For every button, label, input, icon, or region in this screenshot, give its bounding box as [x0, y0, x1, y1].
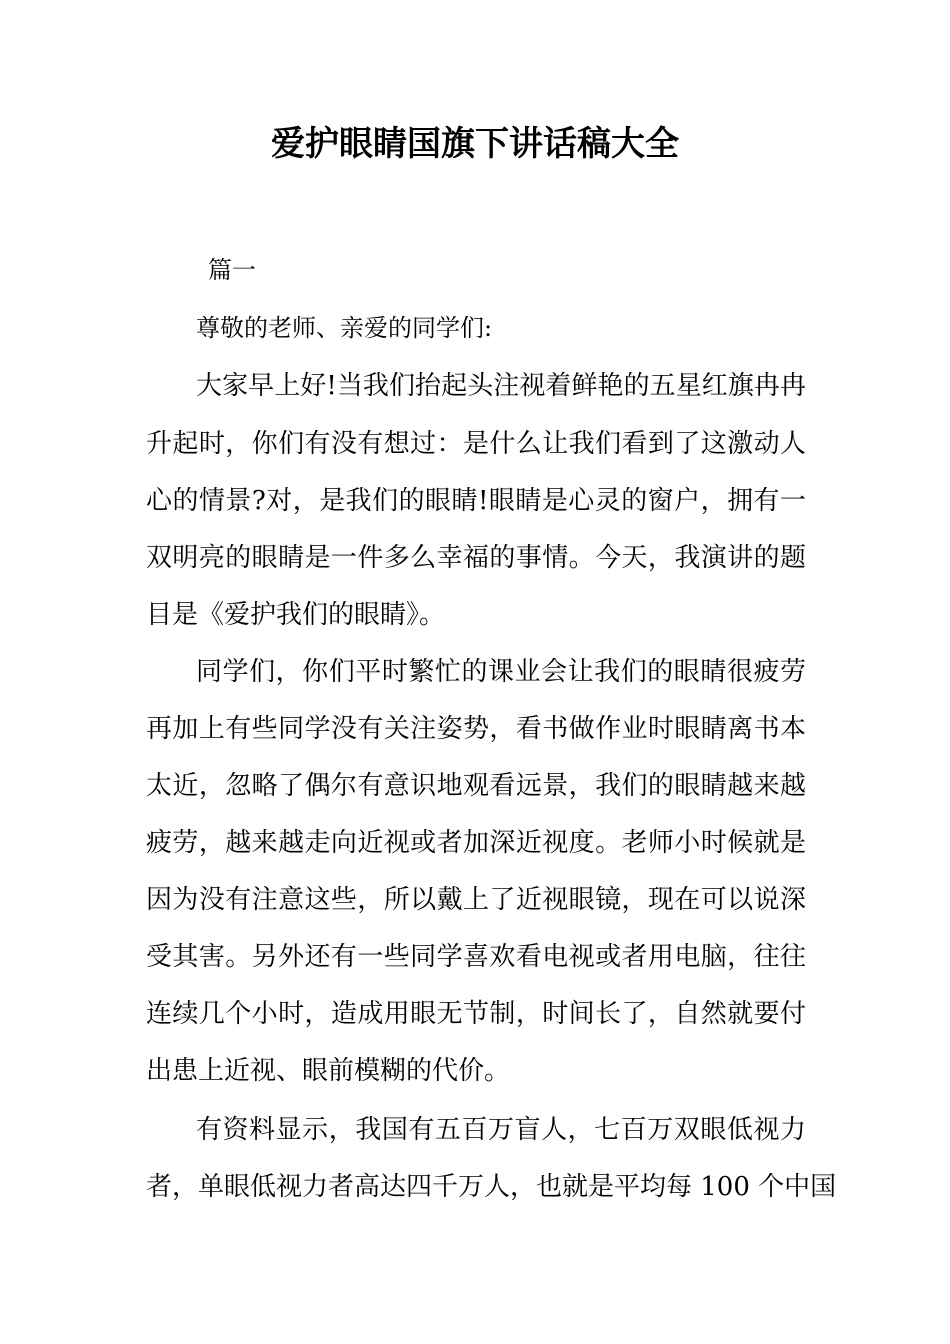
paragraph-line: 升起时，你们有没有想过：是什么让我们看到了这激动人 — [146, 429, 806, 459]
paragraph-line: 太近，忽略了偶尔有意识地观看远景，我们的眼睛越来越 — [146, 771, 806, 801]
paragraph-line: 心的情景?对，是我们的眼睛!眼睛是心灵的窗户，拥有一 — [146, 486, 806, 516]
document-title: 爱护眼睛国旗下讲话稿大全 — [271, 124, 679, 164]
paragraph-line: 因为没有注意这些，所以戴上了近视眼镜，现在可以说深 — [146, 885, 806, 915]
section-heading: 篇一 — [208, 256, 256, 284]
paragraph-line: 同学们，你们平时繁忙的课业会让我们的眼睛很疲劳 — [196, 657, 806, 687]
paragraph-line: 大家早上好!当我们抬起头注视着鲜艳的五星红旗冉冉 — [196, 371, 806, 401]
paragraph-line: 再加上有些同学没有关注姿势，看书做作业时眼睛离书本 — [146, 714, 806, 744]
paragraph-line: 者，单眼低视力者高达四千万人，也就是平均每 100 个中国 — [146, 1172, 837, 1202]
paragraph-line: 双明亮的眼睛是一件多么幸福的事情。今天，我演讲的题 — [146, 543, 806, 573]
paragraph-line: 疲劳，越来越走向近视或者加深近视度。老师小时候就是 — [146, 828, 806, 858]
salutation: 尊敬的老师、亲爱的同学们: — [196, 314, 493, 342]
paragraph-line: 目是《爱护我们的眼睛》。 — [146, 600, 446, 630]
paragraph-line: 连续几个小时，造成用眼无节制，时间长了，自然就要付 — [146, 999, 806, 1029]
paragraph-line: 受其害。另外还有一些同学喜欢看电视或者用电脑，往往 — [146, 942, 806, 972]
paragraph-line: 出患上近视、眼前模糊的代价。 — [146, 1056, 511, 1086]
paragraph-line: 有资料显示，我国有五百万盲人，七百万双眼低视力 — [196, 1115, 806, 1145]
